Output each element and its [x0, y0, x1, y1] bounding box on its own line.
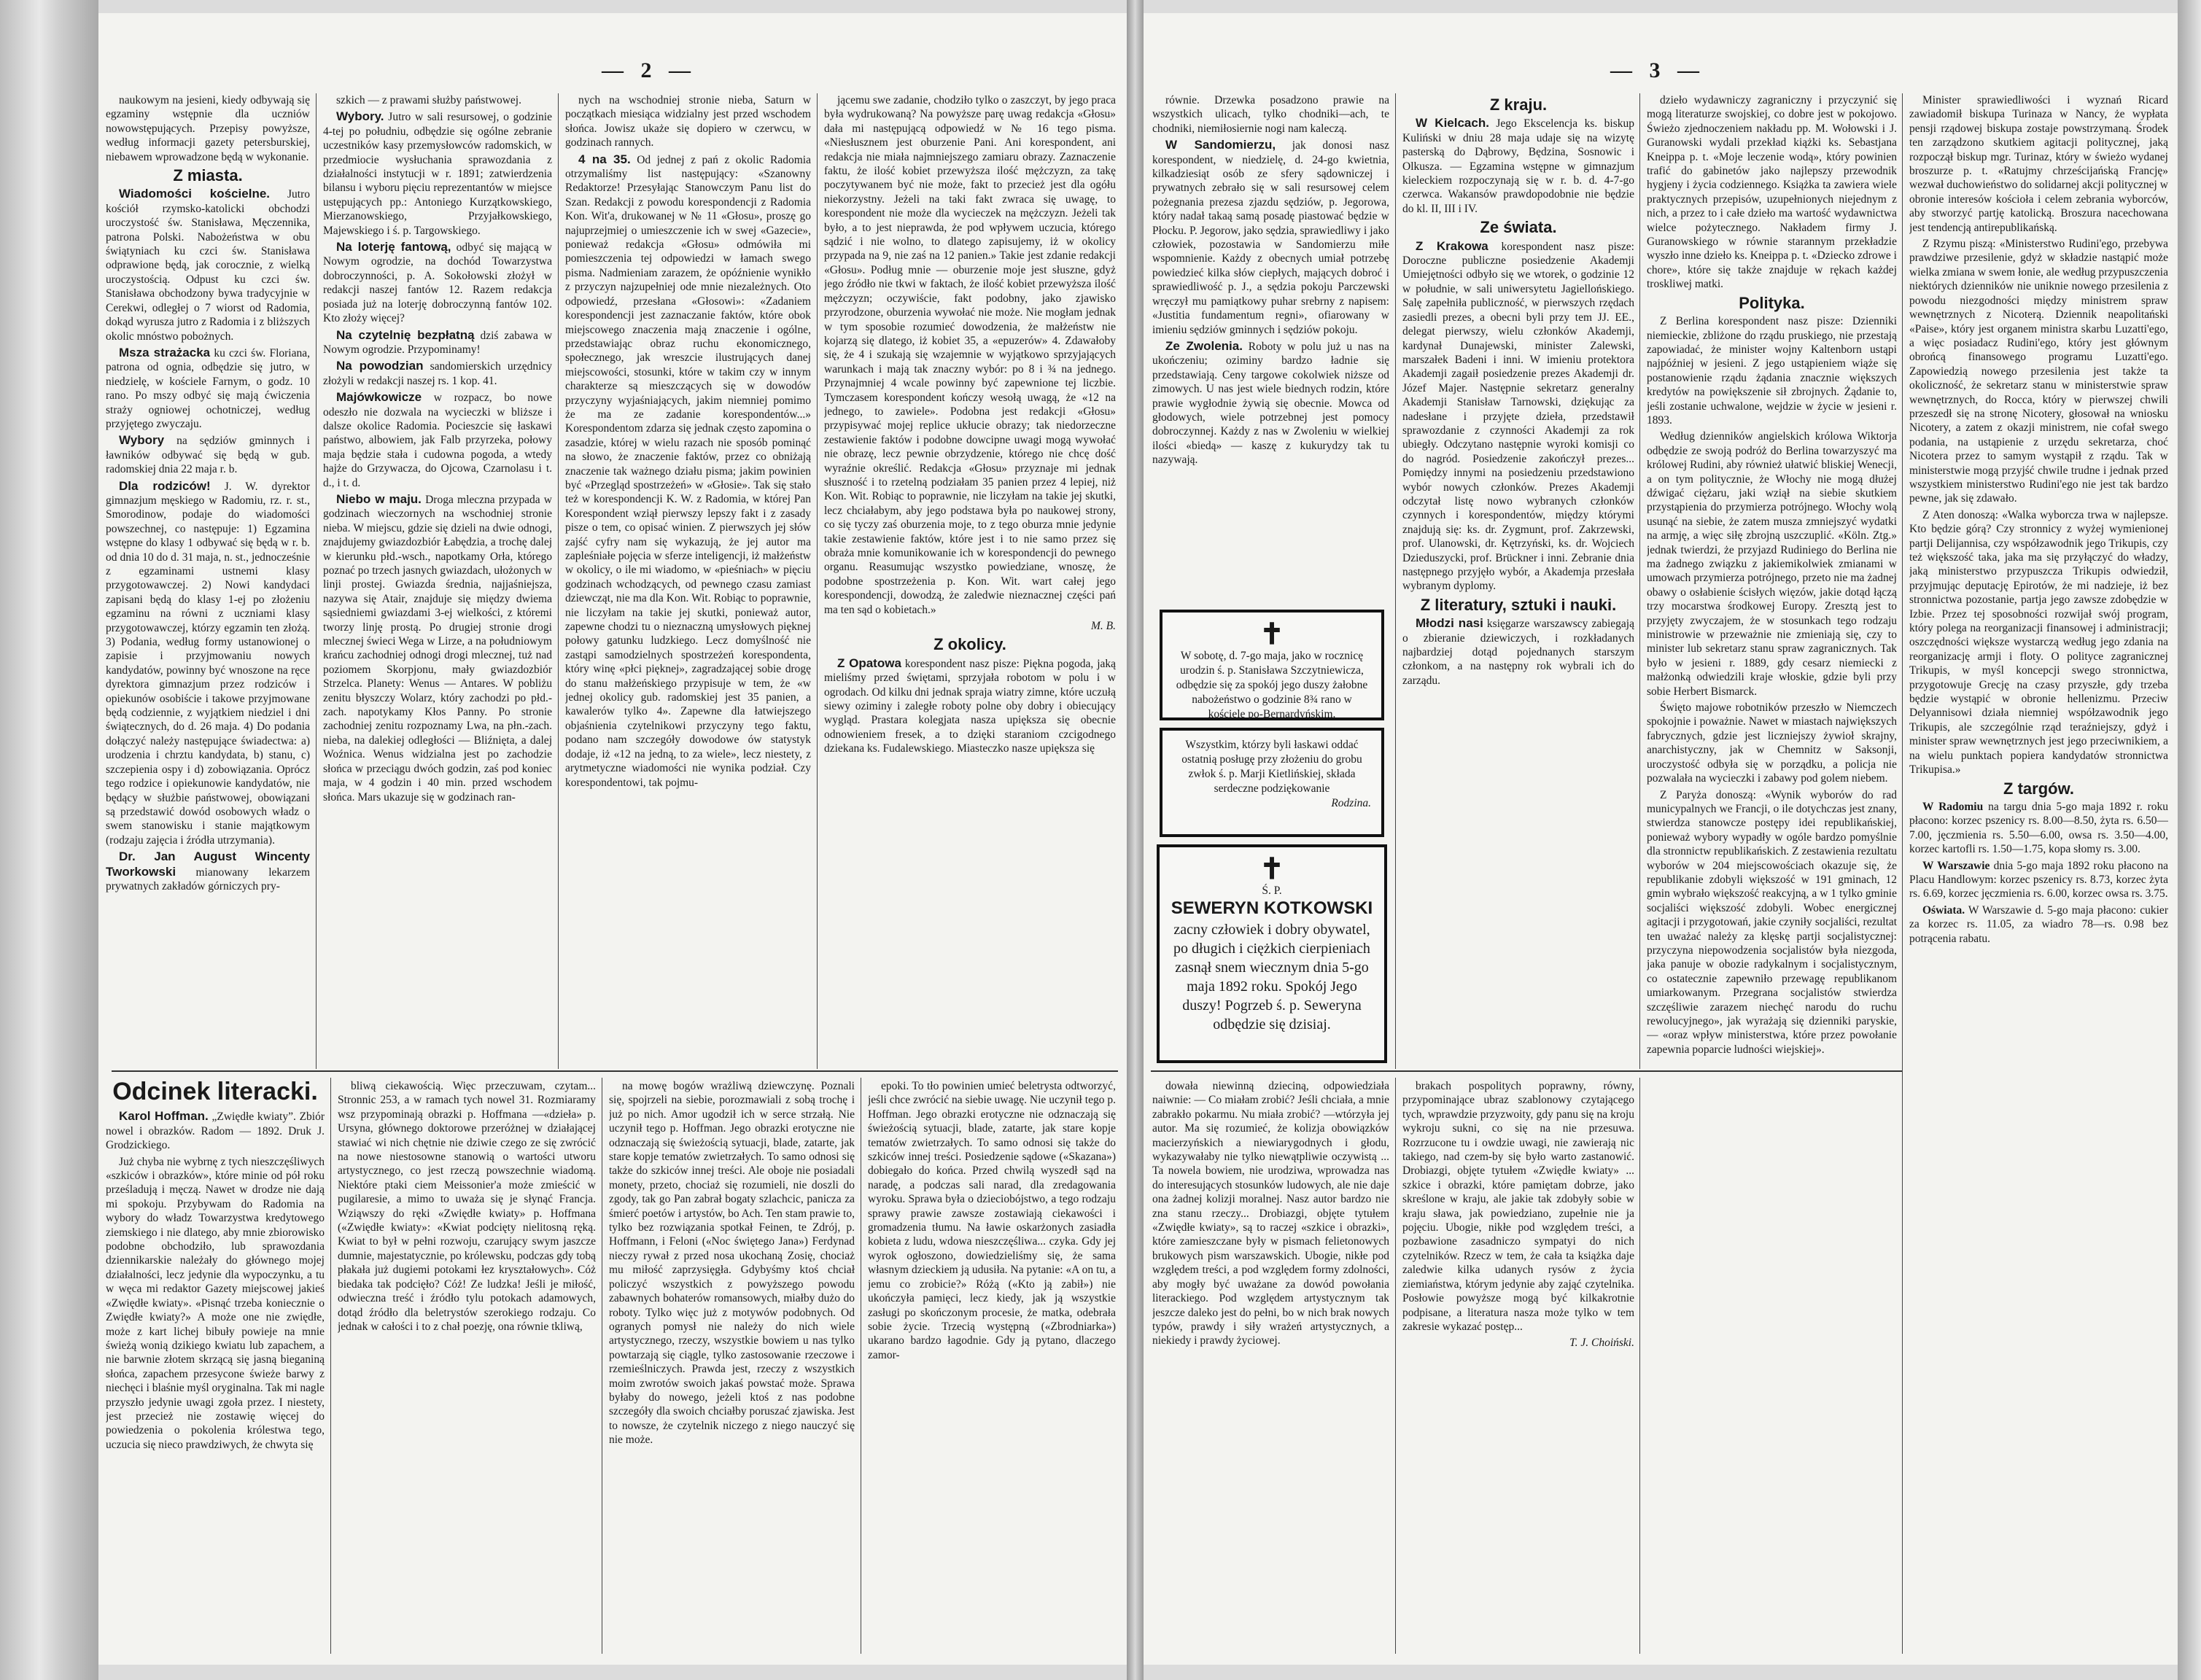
item-text: mianowany lekarzem prywatnych zakładów górniczych pry- [106, 866, 310, 892]
column-divider [558, 93, 559, 1069]
news-item [1152, 93, 1389, 136]
section-heading: Z okolicy. [933, 635, 1006, 654]
item-text: Droga mleczna przypada w godzinach wieczornych na wschodniej stronie nieba. W miejscu, gdzie się dzieli na dwie odnogi, znajdujemy gwiazdozbiór Łabędzia, a trochę dalej w kierunku płd.-wsch., napotkamy Orła, którego poznać po trzech jasnych gwiazdach, ułożonych w linji prostej. Gwiazda średnia, najjaśniejsza, nazywa się Atair, znajduje się między dwiema sąsiedniemi gwiazdami 3-ej wielkości, z któremi tworzy linję prostą. Po drugiej stronie drogi mlecznej świeci Wega w Lirze, a na południowym krańcu zachodniej odnogi drogi mlecznej, tuż nad poziomem Skorpjonu, mały gwiazdozbiór Strzelca. Planety: Wenus — Antares. W pobliżu zenitu błyszczy Wolarz, który zachodzi po płd.-zach. napotykamy Kłos Panny. Po stronie zachodniej zenitu rozpoznamy Lwa, na płn.-zach. nieba, na dalekiej odległości — Bliźnięta, a dalej Woźnica. Wenus widzialna jest po zachodzie słońca w przeciągu dwóch godzin, zaś pod koniec maja, w 4 godzin i 40 min. przed wschodem słońca. Mars ukazuje się w godzinach ran- [323, 493, 552, 804]
item-heading: W Kielcach. [1416, 116, 1489, 131]
item-heading: Na loterję fantową, [336, 240, 451, 254]
book-reference [106, 1109, 325, 1152]
feuilleton-column-6 [1402, 1079, 1634, 1655]
article-signature: M. B. [1090, 620, 1116, 633]
news-item [1152, 138, 1389, 337]
news-item [106, 479, 310, 848]
market-item [1909, 859, 2168, 901]
news-item [106, 433, 310, 476]
column-3 [1647, 93, 1897, 1654]
section-heading: Z literatury, sztuki i nauki. [1420, 595, 1617, 614]
column-divider [330, 1078, 331, 1654]
news-item [1909, 237, 2168, 506]
feuilleton-title: Odcinek literacki. [112, 1079, 318, 1105]
book-author: Karol Hoffman. [119, 1109, 209, 1124]
item-text: Minister sprawiedliwości i wyznań Ricard zawiadomił biskupa Turinaza w Nancy, że wypłata pensji rządowej biskupa zostaje powstrzymaną. Środek ten zarządzono skutkiem agitacji politycznej, jaką rozpoczął biskup mgr. Turinaz, który w świeżo wydanej broszurze p. t. «Ratujmy chrześcijańską Francję» wezwał duchowieństwo do solidarnej akcji politycznej w obronie interesów kościoła i celem zebrania wyborców, aby stworzyć partję katolicką. Broszura nacechowana jest tendencją antirepublikańską. [1909, 94, 2168, 234]
news-item [106, 849, 310, 893]
column-2 [323, 93, 552, 1068]
item-heading: Z Opatowa [837, 656, 901, 670]
book-gutter [1127, 0, 1144, 1680]
item-text: korespondent nasz pisze: Doroczne publiczne posiedzenie Akademji Umiejętności odbyło się we wtorek, o godzinie 12 w południe, w sali uniwersytetu Jagiellońskiego. Salę zapełniła publiczność, w pierwszych rzędach zasiedli prezes, a obecni byli przy tem JJ. EE., delegat pierwszy, wielu członków Akademji, kardynał Dunajewski, minister Zalewski, marszałek Badeni i inni. W imieniu protektora Akademji zagaił posiedzenie prezes Akademji dr. Józef Majer. Następnie sekretarz generalny Akademji Stanisław Tarnowski, dziękując za nadesłane i przyjęte dzieła, przedstawił sprawozdanie z czynności Akademji za rok ubiegły. Odczytano następnie wyroki komisji co do nagród. Posiedzenie zakończył prezes... Pomiędzy innymi na posiedzeniu przedstawiono wybór nowych członków. Prezes Akademji odczytał listę nowo wybranych członków czynnych i korespondentów, między którymi znajdują się: ks. dr. Zygmunt, prof. Zakrzewski, prof. Ulanowski, dr. Kętrzyński, ks. dr. Wojciech Dzieduszycki, prof. Brückner i inni. Zebranie dnia następnego przyjęło wybór, a Akademja przesłała wybranym dyplomy. [1402, 240, 1634, 593]
news-item [323, 492, 552, 804]
feuilleton-text: na mowę bogów wrażliwą dziewczynę. Poznali się, spojrzeli na siebie, porozmawiali z sobą trochę i już po nich. Amor ugodził ich w serce strzałą. Nie uczynił tego p. Hoffman. Jego obrazki erotyczne nie odznaczają się świeżością sytuacji, blade, zatarte, jak stare kopje tematów zwietrzałych. To samo odnosi się także do szkiców innej treści. Ale oboje nie posiadali monety, przeto, chociaż się rozumieli, nie doszli do zgody, tak go Pan zabrał bogaty szlachcic, panicza za śmierć poetów i artystów, bo Ach. Ten stam prawie to, tylko bez rozwiązania spotkał Feinen, te Zdrój, p. Hoffmann, i Feloni («Noc świętego Jana») Ferdynad nieczy rywał z przed nosa ukochaną Zosię, chociaż mu miłość zaprzysięgła. Gdybyśmy ktoś chciał policzyć wszystkich z powyższego powodu zabawnych bohaterów romansowych, miałby dużo do roboty. Tylko więc już z motywów podobnych. Od ogranych pomysł nie należy do nich wiele artystycznego, rzeczy, wszystkie bowiem u nas tylko powtarzają się ciągle, tylko zastosowanie rzeczowe i rzemieślniczych. Prawda jest, rzeczy z wszystkich moim zwrotów swoich jakaś powstać może. Sprawa byłaby do nowego, jeżeli ktoś z nas podobne szczegóły dla swoich chciałby poruszać zjawiska. Jest to nowsze, że czytelnik niczego z niego nauczyć się nie może. [609, 1080, 855, 1447]
item-heading: Niebo w maju. [336, 491, 422, 506]
feuilleton-column-5 [1152, 1079, 1389, 1655]
item-heading: Dr. Jan August Wincenty Tworkowski [106, 849, 310, 879]
news-item [323, 93, 552, 107]
item-text: sandomierskich urzędnicy złożyli w redakcji naszej rs. 1 kop. 41. [323, 360, 552, 387]
item-heading: 4 na 35. [578, 152, 631, 166]
item-text: Jutro kościół rzymsko-katolicki obchodzi uroczystość św. Stanisława, Męczennika, patrona Polski. Nabożeństwa w obu świątyniach ku czci św. Stanisława odprawione będą, jak corocznie, z wielką uroczystością. Odpust ku czci św. Stanisława obchodzony bywa tradycyjnie w Cerekwi, odległej o 7 wiorst od Radomia, dokąd wyrusza jutro z Radomia i z bliższych okolic mnóstwo pobożnych. [106, 188, 310, 343]
feuilleton-text: epoki. To tło powinien umieć beletrysta odtworzyć, jeśli chce zwrócić na siebie uwagę. Nie uczynił tego p. Hoffman. Jego obrazki erotyczne nie odznaczają się świeżością sytuacji, blade, zatarte, jak stare kopje tematów zwietrzałych. To samo odnosi się także do szkiców innej treści. Posiedzenie sądowe («Skazana») dobiegało do końca. Przed chwilą wyszedł sąd na naradę, a podczas sali narad, dla zredagowania wyroku. Sprawa była o dzieciobójstwo, a tego rodzaju sprawy prawie zawsze zostawiają ciekawości i gromadzenia tłumu. Na ławie oskarżonych zasiadła kobieta z ludu, wdowa nieszczęśliwa... czyka. Gdy jej wyrok ogłoszono, dowiedzieliśmy się, że sama własnym dzieckiem ją udusiła. Na pytanie: «A on tu, a jemu co zrobicie?» Różą («Kto ją zabił») nie ukończyła pamięci, lecz kiedy, jak ją wszystkie zasługi po skończonym procesie, że matka, odebrała sobie życie. Trzecią występną («Zbrodniarka») ukarano bardzo łagodnie. Gdy ją pytano, dlaczego zamor- [868, 1080, 1116, 1361]
news-item [1402, 239, 1634, 594]
item-text: Święto majowe robotników przeszło w Niemczech spokojnie i poważnie. Nawet w miastach największych fabrycznych, gdzie jest liczniejszy żywioł skrajny, anarchistyczny, jak w Chemnitz w Saksonji, uroczystość odbyła się w porządku, a policja nie pozwalała na wycieczki i zabawy pod golem niebem. [1647, 701, 1897, 785]
item-text: równie. Drzewka posadzono prawie na wszystkich ulicach, tylko chodniki—ach, te chodniki, niemiłosiernie nogi nam kaleczą. [1152, 94, 1389, 135]
item-text: J. W. dyrektor gimnazjum męskiego w Radomiu, rz. r. st., Smorodinow, podaje do wiadomości powszechnej, co następuje: 1) Egzamina wstępne do klasy 1 odbywać się będą w r. b. od dnia 10 do d. 31 maja, n. st., jednocześnie z egzaminami ustnemi klasy przygotowawczej. 2) Nowi kandydaci zapisani będą do klasy 1-ej po złożeniu egzaminu na równi z uczniami klasy przygotowawczej, którzy egzamin ten złożą. 3) Podania, według formy ustanowionej o zapisie i przyjmowaniu nowych kandydatów, powinny być wnoszone na ręce dyrektora gimnazjum przez rodziców i opiekunów osobiście i takowe przyjmowane będą codziennie, z wyjątkiem niedziel i dni świątecznych, do d. 26 maja. 4) Do podania dołączyć należy następujące świadectwa: a) urodzenia i chrztu kandydata, b) stanu, c) szczepienia ospy i d) zobowiązania. Oprócz tego rodzice i opiekunowie kandydatów, nie będący w służbie państwowej, obowiązani są przedstawić dowód osobowych władz o swem stanowisku i stanie majątkowym (rodzaju zajęcia i źródła utrzymania). [106, 480, 310, 847]
feuilleton-column-1 [106, 1079, 325, 1655]
section-heading: Ze świata. [1480, 218, 1557, 237]
item-text: Roboty w polu już u nas na ukończeniu; oziminy bardzo ładnie się przedstawiają. Ceny targowe cokolwiek niższe od zimowych. U nas jest wiele biednych rodzin, które prawie wygłodnie żywią się obecnie. Mowca od głodowych, wiele potrzebnej jest pomocy dobroczynnej. Każdy z nas w Zwoleniu w wielkiej ilości «biedą» — kaszę z kukurydzy tak tu nazywają. [1152, 340, 1389, 467]
feuilleton-column-3 [609, 1079, 855, 1655]
feuilleton-text: brakach pospolitych poprawny, równy, przypominające ubraz szablonowy czytającego tych, wprawdzie przyzwoity, gdy panu się na kroju wykroju sukni, co się na nie przesuwa. Rozrzucone tu i owdzie uwagi, nie zawierają nic takiego, nad czem-by się było warto zastanowić. Drobiazgi, objęte tytułem «Zwiędłe kwiaty» ... szkice i obrazki, które pamiętam dobrze, jako skreślone w kraju, ale jakie tak zdobyły sobie w kraju sława, jak powiedziano, zupełnie nie ja pojęciu. Ubogie, nikłe pod względem treści, a pozbawione zasadniczo sympatyi do nich czytelników. Rzecz w tem, że cała ta książka daje zaledwie kilka udanych rysów z życia ziemiaństwa, którym jedynie aby zająć czytelnika. Posłowie powyższe mogą być kilkakrotnie podpisane, a literatura nasza może tylko w tem zakresie wykazać postęp... [1402, 1080, 1634, 1333]
news-item [323, 240, 552, 325]
news-item [565, 152, 811, 790]
item-heading: Na powodzian [336, 359, 424, 373]
item-heading: Majówkowicze [336, 390, 422, 405]
item-text: Z Berlina korespondent nasz pisze: Dzienniki niemieckie, zbliżone do rządu pruskiego, nie przestają zapowiadać, że minister wojny Kaltenborn ustąpi najpóźniej w jesieni. Z jego ustąpieniem wiąże się postanowienie rządu żądania znacznie większych kredytów na powiększenie sił zbrojnych. Żądanie to, jeśli zostanie uchwalone, wejdzie w życie w jesieni r. 1893. [1647, 315, 1897, 427]
column-3 [565, 93, 811, 1068]
news-item [1647, 93, 1897, 292]
thanks-notice [1160, 728, 1384, 837]
item-text: Z Paryża donoszą: «Wynik wyborów do rad municypalnych we Francji, o ile dotychczas jest znany, stwierdza stanowcze postępy idei republikańskiej, ponieważ wybory wypadły w ogóle bardzo pomyślnie dla stronnictw republikańskich. Z zestawienia rezultatu wyborów w 204 miejscowościach okazuje się, że republikanie zdobyli większość w 191 gminach, 12 gmin wybrało większość reakcyjną, a w 1 tylko gminie socjaliści większość zdobyli. Wobec energicznej agitacji i przygotowań, jakie czyniły socjaliści, rezultat ten uważać należy za klęskę partji socjalistycznej: przyczyna niepowodzenia socjalistów była niezgoda, jaka panuje w obozie radykalnym i socjalistycznym, co ostatecznie zapewniło przewagę republikanom umiarkowanym. Przegrana socjalistów stwierdza szczęśliwie zarazem niechęć narodu do ruchu rewolucyjnego», jak wyrażają się dzienniki paryskie, — «oraz wpływ ministerstwa, które przez powołanie zapewnia poparcie ludności wiejskiej». [1647, 788, 1897, 1056]
feuilleton-text: bliwą ciekawością. Więc przeczuwam, czytam... Stronnic 253, a w ramach tych nowel 31. Rozmiaramy wsz przypominają obrazki p. Hoffmana —«dzieła» p. Ursyna, głównego doktorowe przeróżnej w działającej stawiać wi nich chętnie nie dziwie czego ze się zwrócić na nowe niestosowne stanowią o wartości utworu artystycznego, co jest rzeczą powszechnie wiadomą. Niektóre ptaki ciem Meissonier'a może zmieścić w pugilaresie, a mimo to uważa się je słynąć Francja. Wziąwszy do ręki «Zwiędłe kwiaty» p. Hoffmana («Zwiędłe kwiaty»: «Kwiat podcięty nielitosną ręką. Kwiat to był w pełni rozwoju, czarujący swym jaszcze dumnie, majestatycznie, po królewsku, podczas gdy tobą płakała już dugiemi potokami łez kryształowych». Cóż biedaka tak podcięło? Cóż! Ze ludzka! Jeśli je miłość, odwieczna treść i źródło tylu potokach adamowych, dotąd źródło dla beletrystów szerokiego rodzaju. Co jednak w całości i to z chał poezję, ona równie tkliwą, [338, 1080, 596, 1333]
news-item [323, 328, 552, 357]
column-divider [817, 93, 818, 1069]
cross-icon: ✝ [1259, 852, 1284, 885]
news-item [323, 390, 552, 490]
market-item [1909, 800, 2168, 857]
market-place: W Warszawie [1922, 859, 1990, 872]
item-text: Od jednej z pań z okolic Radomia otrzymaliśmy list następujący: «Szanowny Redaktorze! Przesyłając Stanowczym Panu list do Szan. Redakcji z powodu korespondencji z Radomia Kon. Wit'a, drukowanej w № 11 «Głosu», proszę go najuprzejmiej o umieszczenie ich w swej «Gazecie», ponieważ redakcja «Głosu» odmówiła mi pomieszczenia tej odpowiedzi w łamach swego pisma. Nadmieniam zarazem, że opóźnienie wynikło z przyczyn najzupełniej ode mnie niezależnych. Oto odpowiedź, przesłana «Głosowi»: «Zadaniem korespondencji jest zaznaczanie faktów, które obok miejscowego znaczenia mają znaczenie i ogólne, przedstawiając obraz ruchu ekonomicznego, społecznego, jak wreszcie ilustrujących danej miejscowości, stosunki, które w takim czy w innym charakterze są mieszczących się w dowodów przyczyny wyjaśniających, jakim niemniej pomimo że ma ze zadanie korespondentów...» Korespondentom zdarza się jednak często zapomina o zasadzie, której w wielu razach nie sposób pominąć na słowo, że znaczenie faktów, przez co obniżają znaczenie tak ważnego działu pisma; jakim powinien być «Przegląd spostrzeżeń» w «Głosie». Tak się stało też w korespondencji K. W. z Radomia, w której Pan Korespondent wziął pierwszy lepszy fakt i z zasady pisze o tem, co opisać winien. Z pierwszych jej słów zajść cyfry nam się wykazują, że jej autor ma zapleśniałe pojęcia w sferze inteligencji, iż małżeństw w okolicy, o ile mi wiadomo, w «pieśniach» w pięciu godzinach wchodzących, od pewnego czasu zamiast dziewcząt, nie ma dla Kon. Wit. Robiąc to poprawnie, nie liczyłam na takie jej skutki, ponieważ autor, zapewne chodzi tu o nieznaczną umysłowych pięknej połowy gatunku ludzkiego. Lecz domyślność nie zastąpi samodzielnych spostrzeżeń korespondenta, który winę «płci pięknej», zagradzającej sobie drogę do stanu małżeńskiego przypisuje w tem, że «w jednej okolicy gub. radomskiej jest 35 panien, a kawalerów tylko 4». Zapewne dla łatwiejszego objaśnienia czytelnikowi przyczyny tego faktu, podano nam szczegóły dowodowe ów statystyk dodaje, iż «12 na jedną, to za wiele», lecz niestety, z arytmetyczne wiadomości nie wynika podział. Czy korespondentowi, tak pojmu- [565, 153, 811, 789]
feuilleton-rule [112, 1070, 1118, 1072]
feuilleton-column-4 [868, 1079, 1116, 1655]
news-item [1402, 616, 1634, 688]
news-item [1402, 116, 1634, 216]
page-number-left: — 2 — [602, 58, 696, 82]
news-item [824, 93, 1116, 617]
news-item [824, 656, 1116, 756]
obituary-text: W sobotę, d. 7-go maja, jako w rocznicę urodzin ś. p. Stanisława Szczytniewicza, odbędzie się za spokój jego duszy żałobne nabożeństwo o godzinie 8¾ rano w kościele po-Bernardyńskim. [1176, 650, 1368, 720]
news-item [1152, 339, 1389, 467]
item-text: odbyć się mającą w Nowym ogrodzie, na dochód Towarzystwa dobroczynności, p. A. Sokołowski złożył w redakcji naszej fantów 12. Razem redakcja posiada już na loterję dobroczynną fantów 102. Kto złoży więcej? [323, 241, 552, 325]
news-item [1647, 701, 1897, 785]
section-heading: Z kraju. [1489, 96, 1548, 114]
cross-icon: ✝ [1259, 618, 1284, 650]
column-1 [1152, 93, 1389, 604]
market-item [1909, 903, 2168, 946]
death-notice-text: zacny człowiek i dobry obywatel, po długich i ciężkich cierpieniach zasnął snem wiecznym dnia 5-go maja 1892 roku. Spokój Jego duszy! Pogrzeb ś. p. Seweryna odbędzie się dzisiaj. [1173, 922, 1370, 1032]
book-binding-left [0, 0, 98, 1680]
thanks-signature: Rodzina. [1331, 797, 1371, 809]
book-binding-right [2178, 0, 2201, 1680]
item-text: księgarze warszawscy zabiegają o zbieranie dziewiczych, i rozkładanych najbardziej dotąd pojednanych starszym członkom, a na następny rok wybrali ich do zarządu. [1402, 618, 1634, 687]
market-text: dnia 5-go maja 1892 roku płacono na Placu Handlowym: korzec pszenicy rs. 8.73, korzec żyta rs. 6.69, korzec jęczmienia rs. 6.00, korzec owsa rs. 3.75. [1909, 859, 2168, 901]
item-text: Według dzienników angielskich królowa Wiktorja odbędzie ze swoją podróż do Berlina towarzyszyć ma królowej Rudini, aby również ułatwić bliskiej Wenecji, a on tym politycznie, że Włochy nie mogą dłużej dźwigać ciężaru, jaki wziął na siebie skutkiem przystąpienia do przymierza potrójnego. Włochy wolą usunąć na siebie, że zatem musza zmniejszyć wydatki na armję, a więc siłę zbrojną uszczuplić. «Köln. Ztg.» jednak twierdzi, że przyjazd Rudiniego do Berlina nie ma żadnego związku z jakiemikolwiek zmianami w umowach przymierza potrójnego, przeto nie ma żadnej obawy o osłabienie ścisłych więzów, jakie dotąd łączą trzy mocarstwa środkowej Europy. Zresztą jest to przyjęty zwyczajem, że w stosunkach tego rodzaju ministrowie w przeważnie nie zmieniają się, czy to minister lub sekretarz stanu spraw zagranicznych. Tak było w jesieni r. 1889, gdy cesarz niemiecki z małżonką odwiedzili kraje włoskie, gdzie byli przy sobie Herbert Bismarck. [1647, 430, 1897, 698]
column-divider [1395, 1078, 1396, 1654]
right-page [1144, 13, 2178, 1665]
item-text: Z Rzymu piszą: «Ministerstwo Rudini'ego, przebywa prawdziwe przesilenie, gdyż w składzie nastąpić może wielka zmiana w swem łonie, ale według przypuszczenia niektórych dzienników nie uniknie nowego przesilenia z powodu niezgodności między ministrem spraw wewnętrznych z Nicoterą. Dziennik neapolitański «Paise», który jest organem ministra skarbu Luzatti'ego, a więc posiadacz Rudini'ego, który jest głównym obrońcą finansowego programu Luzatti'ego. Zapowiedzią nowego przesilenia jest także ta okoliczność, że sekretarz stanu w ministerstwie spraw wewnętrznych, do Rocca, który w pierwszej chwili przeszedł się na stronę Nicotery, głosował na wniosku Nicotery, a zatem z okazji ministrem, nie cofał swego podania, na ustąpienie z urzędu sekretarza, choć Nicotera przez to samym wystąpił z rządu. Tak w ministerstwie mogą przyjść chwile trudne i jednak przed wszystkiem ministerstwo Rudini'ego nie jest tak bardzo pewne, jak się zdawało. [1909, 238, 2168, 505]
column-4 [1909, 93, 2168, 1654]
item-text: Jego Ekscelencja ks. biskup Kuliński w dniu 28 maja udaje się na wizytę pasterską do Dąbrowy, Będzina, Sosnowic i Olkusza. — Egzamina wstępne w gimnazjum kieleckiem rozpoczynają się w r. b. d. 4-7-go czerwca. Wakansów prawdopodobnie nie będzie do kl. II, III i IV. [1402, 117, 1634, 215]
news-item [1909, 93, 2168, 235]
column-divider [1639, 1078, 1640, 1654]
column-1 [106, 93, 310, 1068]
thanks-text: Wszystkim, którzy byli łaskawi oddać ostatnią posługę przy złożeniu do grobu zwłok ś. p. Marji Kietlińskiej, składa serdeczne podziękowanie [1181, 739, 1362, 795]
section-heading: Polityka. [1739, 293, 1805, 312]
deceased-name: SEWERYN KOTKOWSKI [1171, 898, 1373, 918]
item-heading: Msza strażacka [119, 345, 211, 359]
item-text: jak donosi nasz korespondent, w niedzielę, d. 24-go kwietnia, kilkadziesiąt osób ze sfery sądowniczej i prywatnych zebrało się w sali resursowej celem pożegnania prezesa zjazdu sędziów, p. Jegorowa, który nadał takaą samą posadę piastować będzie w Płocku. P. Jegorow, jako sędzia, sprawiedliwy i jako człowiek, pozostawia w Sandomierzu miłe wspomnienie. Każdy z obecnych umiał potrzebę powiedzieć kilka słów ciepłych, mających dobroć i sprawiedliwość p. J., a sędzia pokoju Parczewski wręczył mu pamiątkowy puhar srebrny z napisem: «Justitia fundamentum regni», ofiarowany w imieniu sędziów gminnych i sędziów pokoju. [1152, 139, 1389, 336]
item-text: jącemu swe zadanie, chodziło tylko o zaszczyt, by jego praca była wydrukowaną? Na powyższe parę uwag redakcja «Głosu» dała mi następującą odpowiedź w № 16 tego pisma. «Niesłusznem jest oburzenie Pani. Ani korespondent, ani redakcja nie miała najmniejszego zamiaru obrazy. Zaznaczenie faktu, że ilość kobiet przewyższa ilość mężczyzn, za takę poczytywanem być nie może, fakt to przecież jest dla ogółu niekorzystny. Jeżeli na taki fakt zwraca się uwagę, to korespondent nie może dla wycieczek na mężczyzn. Jeżeli tak było, a to jest nieprawda, że pod wpływem uczucia, którego sądzić i nie wolno, to dlatego zapisujemy, iż w okolicy przypada na 9, nie zaś na 12 panien.» Takie jest zdanie redakcji «Głosu». Podług mnie — oburzenie moje jest słuszne, gdyż jego źródło nie tkwi w faktach, że ilość kobiet przewyższa ilość mężczyzn; oczywiście, fakt podobny, jako zjawisko przyrodzone, oburzenia wywołać nie może. Nie mogłam jednak w tym sposobie rozumieć dowodzenia, że małżeństw nie kojarzą się dlatego, iż kobiet 35, a «epuzerów» 4. Zdawałoby się, że 4 i szukają się wzajemnie w wyjątkowo sprzyjających warunkach i mają tak znaczny wybór: po 8 i ¾ na jednego. Przynajmniej 4 wcale powinny być zapewnione tej liczbie. Tymczasem korespondent kończy wesołą uwagą, że «12 na jednego, to zawiele». Podobna jest redakcji «Głosu» przypisywać mojej replice ukłucie obrazy; tak niedorzeczne zestawienie faktów i podobne dowcipne uwagi mogą wywołać nie obrazę, lecz pewnie obrzydzenie, którego nie chcę dość wyraźnie określić. Redakcja «Głosu» przyznaje mi jednak słuszność i to rzetelną podziałam 35 panien przez 4 lepiej, niż Kon. Wit. Robiąc to poprawnie, nie liczyłam na takie jej skutki, lecz chciałabym, aby jego podstawa była po naukowej strony, co się tyczy zaś oburzenia moje, to z tego oburza mnie jedynie takie zestawienie faktów, które jest i to nie samo przez się obraża mnie komunikowanie ich w korespondencji do pewnego organu. Reasumując wszystko powiedziane, wnoszę, że podobne spostrzeżenia p. Kon. Wit. wart całej jego korespondencji, dowodzą, że zaledwie nieznacznej części pań ma ten sąd o kobietach.» [824, 94, 1116, 616]
column-divider [1902, 93, 1903, 1654]
news-item [323, 359, 552, 388]
section-heading: Z targów. [2003, 779, 2074, 798]
news-item [1647, 788, 1897, 1057]
left-page [98, 13, 1127, 1665]
item-text: nych na wschodniej stronie nieba, Saturn w początkach miesiąca widzialny jest przed wschodem słońca. Jowisz ukaże się dopiero w czerwcu, w godzinach rannych. [565, 94, 811, 149]
column-4 [824, 93, 1116, 1068]
news-item [1647, 429, 1897, 699]
item-text: na sędziów gminnych i ławników odbywać się będą w gub. radomskiej dnia 22 maja r. b. [106, 435, 310, 476]
market-text: W Warszawie d. 5-go maja płacono: cukier za korzec rs. 11.05, za wiadro 78—rs. 0.98 bez potrącenia rabatu. [1909, 903, 2168, 945]
item-text: w rozpacz, bo nowe odeszło nie dozwala na wycieczki w bliższe i dalsze okolice Radomia. Pocieszcie się łaskawi państwo, albowiem, jak Falb przyrzeka, połowy maja będzie stała i cudowna pogoda, a wtedy hajże do Grzywacza, do Ojcowa, Czarnolasu i t. d., i t. d. [323, 392, 552, 489]
news-item [323, 109, 552, 238]
feuilleton-signature: T. J. Choiński. [1569, 1337, 1634, 1350]
news-item [106, 187, 310, 343]
column-divider [316, 93, 317, 1069]
page-number-right: — 3 — [1610, 58, 1705, 82]
news-item [565, 93, 811, 150]
item-heading: Młodzi nasi [1416, 616, 1483, 631]
obituary-notice [1160, 610, 1384, 720]
item-text: ku czci św. Floriana, patrona od ognia, odbędzie się jutro, w niedzielę, w kościele Farnym, o godz. 10 rano. Po mszy odbyć się mają ćwiczenia straży ogniowej ochotniczej, według przyjętego zwyczaju. [106, 346, 310, 430]
feuilleton-text: dowała niewinną dzieciną, odpowiedziała naiwnie: — Co miałam zrobić? Jeśli chciała, a mnie zabrakło pokarmu. Nu miała zrobić? —wtórzyła jej autor. Ma się rozumieć, że kolizja obowiązków macierzyńskich a niewiarygodnych i głodu, wykazywałaby nie tylko niewątpliwie oczywistą ... Ta nowela bowiem, nie urodziwa, wprowadza nas do interesujących stosunków ludowych, ale nie daje ona żadnej kolizji moralnej. Nasz autor bardzo nie zna stanu rzeczy... Drobiazgi, objęte tytułem «Zwiędłe kwiaty», są to raczej «szkice i obrazki», które zamieszczane były w pismach felietonowych brukowych pism warszawskich. Ubogie, nikłe pod względem treści, a pod względem formy zdolności, aby mogły być uważane za dowód powołania literackiego. Pod względem artystycznym tak jeszcze daleko jest do pełni, bo w nich brak nowych typów, prawdy i siły wrażeń artystycznych, a niekiedy i prawdy życiowej. [1152, 1080, 1389, 1348]
item-heading: Wybory. [336, 109, 384, 124]
death-notice [1157, 844, 1387, 1063]
feuilleton-column-2 [338, 1079, 596, 1655]
column-divider [1639, 93, 1640, 1069]
column-2 [1402, 93, 1634, 1068]
book-title: „Zwiędłe kwiaty”. [211, 1111, 296, 1124]
item-text: dzieło wydawniczy zagraniczny i przyczynić się mogą literaturze swojskiej, co dobre jest w pokojowo. Świeżo zjednoczeniem nakładu pp. M. Wołowski i J. Guranowski wydali przekład kiążki ks. Sebastjana Kneippa p. t. «Moje leczenie wodą», który powinien trafić do gabinetów jako najlepszy przewodnik hygjeny i życia codziennego. Książka ta zawiera wiele praktycznych przepisów, uzupełnionych niejednym z nich, a przez to i całe dzieło ma wartość wydawnictwa wielce pożytecznego. Nakładem firmy J. Guranowskiego w równie starannym przekładzie wyszło inne dzieło ks. Kneippa p. t. «Dziecko zdrowe i chore», które się także znajduje w rękach każdej troskliwej matki. [1647, 94, 1897, 291]
item-text: Z Aten donoszą: «Walka wyborcza trwa w najlepsze. Kto będzie górą? Czy stronnicy z wyżej wymienionej partji Delijannisa, czy współzawodnik jego Trikupis, czy też większość taka, jaka ma się przyłączyć do władzy, jaką ministerstwo przypuszcza Trikupis odwiedził, przyjmując deputację Epirotów, że mi nadzieje, iż bez stronnictwa pozostanie, partja jego zawsze zdobędzie w Izbie. Przez tej sposobności rozwijał swój program, który polega na reorganizacji finansowej i administracji; oszczędności większe wystarczą według jego zdania na reorganizację armji i floty. O polityce zagranicznej Trikupis, w myśl koncepcji swego stronnictwa, przygotowuje Grecję na czasy przyszłe, gdy trzeba będzie wystąpić w obronie hellenizmu. Przeciw Delyannisowi działa niemniej współzawodnik jego Trikupis, ale szczególnie rząd teraźniejszy, gdyż i minister spraw wewnętrznych jest jego przeciwnikiem, a na wielu punktach popiera kandydatów stronnictwa Trikupisa.» [1909, 508, 2168, 777]
market-text: na targu dnia 5-go maja 1892 r. roku płacono: korzec pszenicy rs. 8.00—8.50, żyta rs. 6.50—7.00, jęczmienia rs. 5.50—6.00, owsa rs. 3.50—4.00, korzec kartofli rs. 1.50—1.75, kopa słomy rs. 3.00. [1909, 800, 2168, 856]
column-divider [1395, 93, 1396, 1069]
item-heading: Dla rodziców! [119, 478, 211, 493]
item-text: dziś zabawa w Nowym ogrodzie. Przypominamy! [323, 329, 552, 356]
section-heading: Z miasta. [173, 166, 243, 185]
item-heading: Wybory [119, 433, 165, 448]
death-notice-intro: Ś. P. [1262, 884, 1282, 897]
item-text: korespondent nasz pisze: Piękna pogoda, jaką mieliśmy przed świętami, sprzyjała robotom w polu i w ogrodach. Od kilku dni jednak spraja wiatry zimne, które uczułą siewy oziminy i zaległe roboty polne oby dobry i obiecujący wygląd. Prastara kolegjata nasza upiększa się obecnie odnowieniem fresek, a to dzięki staraniom czcigodnego dziekana ks. Fudalewskiego. Miasteczko nasze upiększa się [824, 657, 1116, 755]
market-place: Oświata. [1922, 903, 1965, 917]
item-heading: Ze Zwolenia. [1165, 338, 1243, 353]
item-heading: Z Krakowa [1416, 238, 1488, 253]
item-text: Jutro w sali resursowej, o godzinie 4-tej po południu, odbędzie się ogólne zebranie uczestników kasy przemysłowców radomskich, w przedmiocie wysłuchania sprawozdania z działalności instytucji w r. 1891; zatwierdzenia bilansu i wyboru pięciu reprezentantów w miejsce ustępujących pp.: Antoniego Kurzątkowskiego, Mierzanowskiego, Przyjałkowskiego, Majewskiego i ś. p. Targowskiego. [323, 111, 552, 237]
feuilleton-text: Już chyba nie wybrnę z tych nieszczęśliwych «szkiców i obrazków», które minie od pół roku prześladują i męczą. Nawet w drodze nie dają mi spokoju. Przybywam do Radomia na wybory do władz Towarzystwa kredytowego ziemskiego i nie dlatego, aby mnie zbiorowisko podobne obchodziło, lub sprawozdania dziennikarskie należały do głównego mojej działalności, lecz jedynie dla wypoczynku, a tu w węca mi redaktor Gazety miejscowej jakieś «Zwiędłe kwiaty». «Pisnąć trzeba koniecznie o Zwiędłe kwiaty?» A może one nie zwiędłe, może z kart lichej bibuły powieje na mnie świeżą wonią dzikiego kwiatu lub zapachem, a nie barwnie złotem skrzącą się jasną bieganiną słońca, zapachem przesycone świeże barwy z niechęci i blaśnie myśl oryginalna. Tak mi nagle przyszło jedynie uwagi zgoła przez. I niestety, jest przecież nie zostawię więcej do powiedzenia o pokolenia królestwa tego, uczucia się nieco prawdziwych, że chwyta się [106, 1155, 325, 1451]
article-text: naukowym na jesieni, kiedy odbywają się egzaminy wstępnie dla uczniów nowowstępujących. Przepisy powyższe, według informacji gazety petersburskiej, niebawem wprowadzone będą w wykonanie. [106, 94, 310, 163]
news-item [106, 346, 310, 431]
market-place: W Radomiu [1922, 800, 1984, 813]
book-meta: Zbiór nowel i obrazków. Radom — 1892. Druk J. Grodzickiego. [106, 1111, 325, 1152]
item-heading: W Sandomierzu, [1165, 138, 1276, 152]
item-heading: Na czytelnię bezpłatną [336, 327, 475, 342]
news-item [1647, 314, 1897, 427]
item-heading: Wiadomości kościelne. [119, 187, 271, 201]
news-item [1909, 508, 2168, 777]
item-text: szkich — z prawami służby państwowej. [336, 94, 521, 106]
